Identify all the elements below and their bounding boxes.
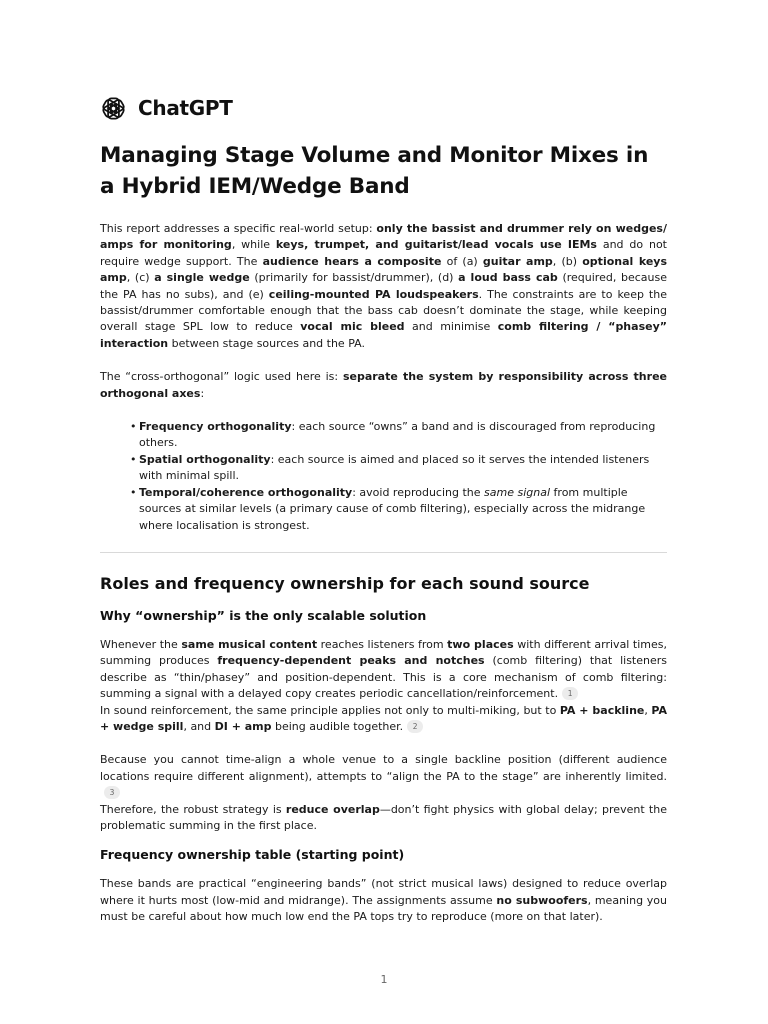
openai-logo-icon xyxy=(100,95,127,122)
citation-badge[interactable]: 3 xyxy=(104,786,120,799)
bands-paragraph: These bands are practical “engineering bands” (not strict musical laws) designed to reduce overlap where it hurts most (low-mid and midrange). The assignments assume no subwoofers, meaning you must be careful about how much low end the PA tops try to reproduce (more on that later). xyxy=(100,877,667,924)
brand-name: ChatGPT xyxy=(138,96,233,120)
comb-filtering-paragraph: Whenever the same musical content reaches listeners from two places with different arrival times, summing produces frequency-dependent peaks and notches (comb filtering) that listeners describe as “thin/phasey” and position-dependent. This is a core mechanism of comb filtering: summing a signal with a delayed copy creates periodic cancellation/reinforcement. 1 In sound reinforcement, the same principle applies not only to multi-miking, but to PA + backline, PA + wedge spill, and DI + amp being audible together. 2 xyxy=(100,637,668,733)
document-body xyxy=(100,140,667,926)
list-item: • Spatial orthogonality: each source is aimed and placed so it serves the intended listeners with minimal spill. xyxy=(130,452,667,485)
citation-badge[interactable]: 2 xyxy=(407,720,423,733)
document-title: Managing Stage Volume and Monitor Mixes in a Hybrid IEM/Wedge Band xyxy=(100,143,649,199)
citation-badge[interactable]: 1 xyxy=(562,687,578,700)
subsection-heading-ownership: Why “ownership” is the only scalable solution xyxy=(100,607,427,623)
logic-paragraph: The “cross-orthogonal” logic used here is: separate the system by responsibility across three orthogonal axes: xyxy=(100,370,667,400)
subsection-heading-table: Frequency ownership table (starting point) xyxy=(100,847,405,863)
list-item: • Temporal/coherence orthogonality: avoid reproducing the same signal from multiple sources at similar levels (a primary cause of comb filtering), especially across the midrange where localisation is strongest. xyxy=(130,485,667,534)
section-divider xyxy=(100,552,667,553)
section-heading: Roles and frequency ownership for each sound source xyxy=(100,573,590,593)
alignment-paragraph: Because you cannot time-align a whole venue to a single backline position (different audience locations require different alignment), attempts to “align the PA to the stage” are inherently limited.3 Therefore, the robust strategy is reduce overlap—don’t fight physics with global delay; prevent the problematic summing in the first place. xyxy=(100,753,667,832)
page-number: 1 xyxy=(380,973,388,986)
list-item: • Frequency orthogonality: each source “owns” a band and is discouraged from reproducing others. xyxy=(130,419,667,452)
intro-paragraph: This report addresses a specific real-world setup: only the bassist and drummer rely on wedges/ amps for monitoring, while keys, trumpet, and guitarist/lead vocals use IEMs and do not require wedge support. The audience hears a composite of (a) guitar amp, (b) optional keys amp, (c) a single wedge (primarily for bassist/drummer), (d) a loud bass cab (required, because the PA has no subs), and (e) ceiling-mounted PA loudspeakers. The constraints are to keep the bassist/drummer comfortable enough that the bass cab doesn’t dominate the stage, while keeping overall stage SPL low to reduce vocal mic bleed and minimise comb filtering / “phasey” interaction between stage sources and the PA. xyxy=(100,222,668,350)
brand-header xyxy=(100,93,233,123)
orthogonal-axes-list xyxy=(100,419,667,534)
